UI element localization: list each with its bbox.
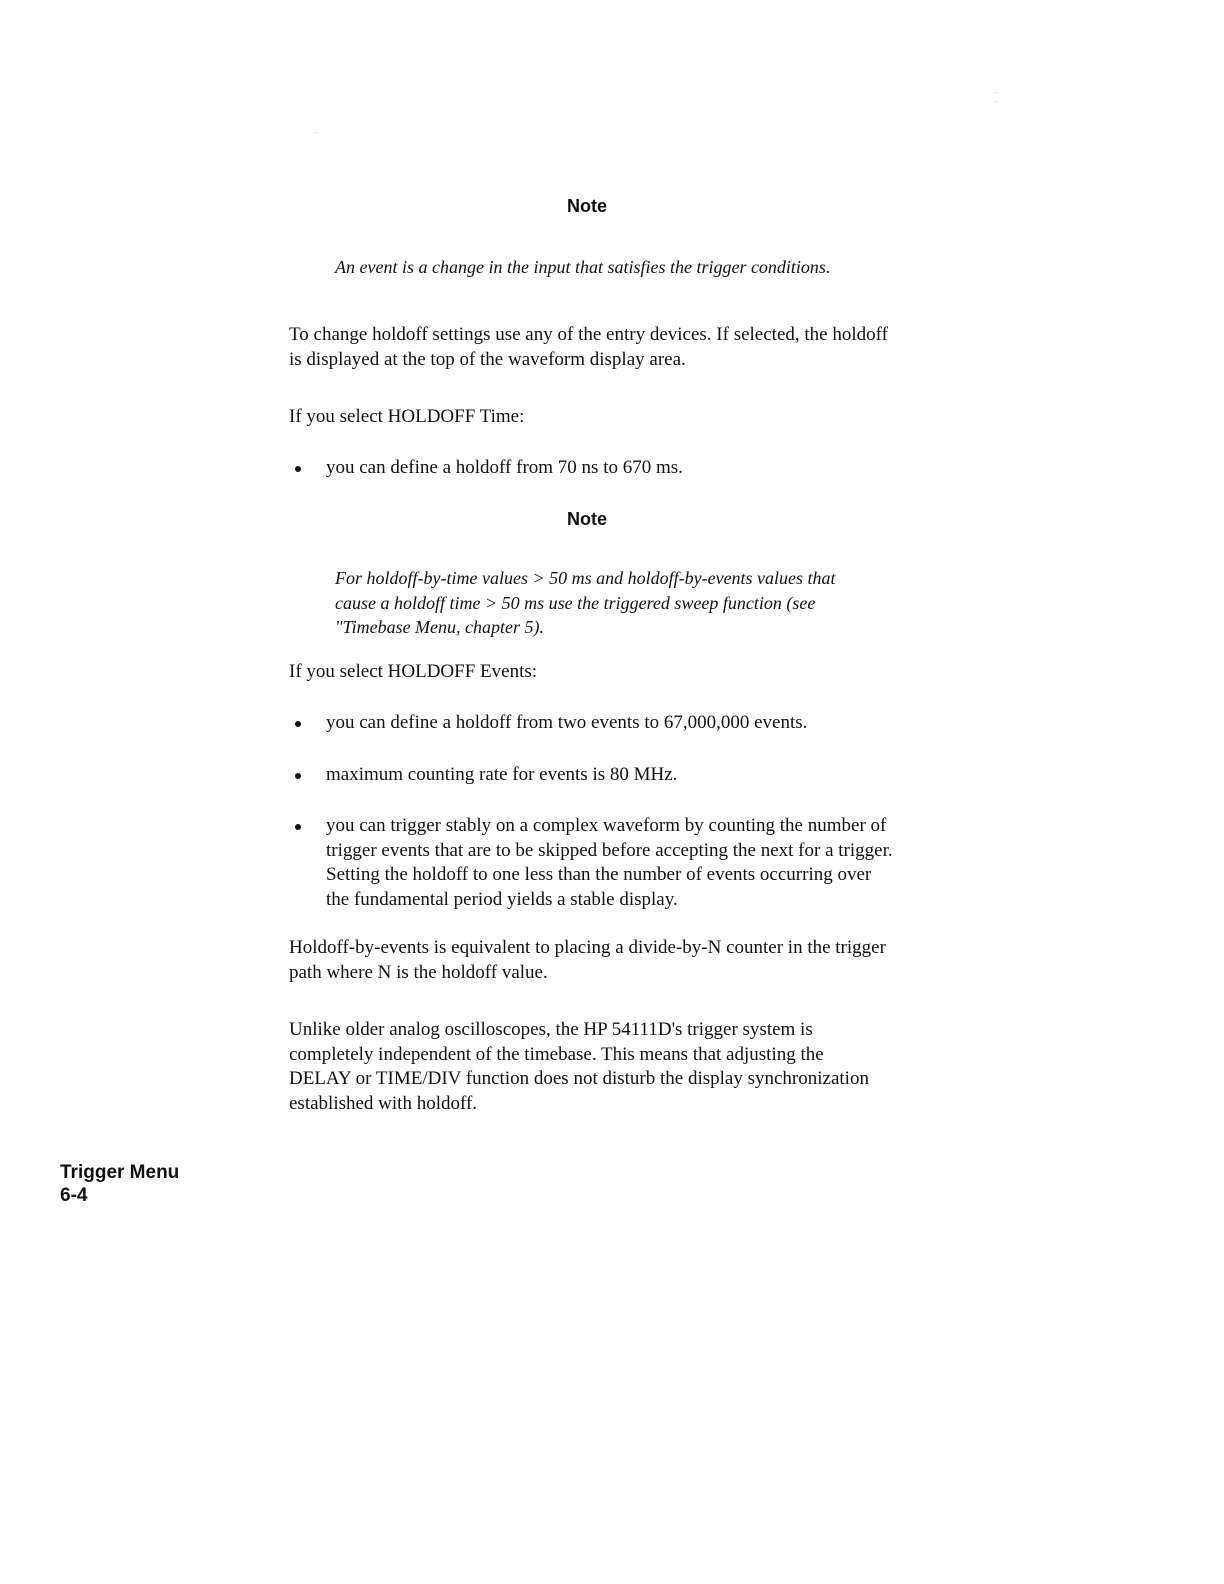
paragraph-holdoff-time: If you select HOLDOFF Time: [289,406,525,427]
note-heading: Note [567,509,607,529]
footer-section-title: Trigger Menu [60,1162,180,1183]
paragraph-change-holdoff: To change holdoff settings use any of the entry devices. If selected, the holdoff is displayed at the top of the waveform display area. [289,324,888,370]
note-heading: Note [567,196,607,216]
scan-speck [315,132,316,133]
note-body: An event is a change in the input that satisfies the trigger conditions. [335,257,831,277]
bullet-icon [295,466,301,472]
bullet-icon [295,721,301,727]
note-body: For holdoff-by-time values > 50 ms and holdoff-by-events values that cause a holdoff time > 50 ms use the triggered sweep function (see "Timebase Menu, chapter 5). [335,568,836,637]
scan-speck [996,101,997,102]
bullet-text: you can trigger stably on a complex waveform by counting the number of trigger events that are to be skipped before accepting the next for a trigger. Setting the holdoff to one less than the number of events occurring over the fundamental period yields a stable display. [326,815,893,910]
footer-page-number: 6-4 [60,1185,88,1206]
bullet-text: you can define a holdoff from two events to 67,000,000 events. [326,712,808,733]
scan-speck [996,92,997,93]
paragraph-divide-by-n: Holdoff-by-events is equivalent to placing a divide-by-N counter in the trigger path where N is the holdoff value. [289,937,886,983]
bullet-text: you can define a holdoff from 70 ns to 670 ms. [326,457,683,478]
bullet-text: maximum counting rate for events is 80 MHz. [326,764,678,785]
paragraph-holdoff-events: If you select HOLDOFF Events: [289,661,538,682]
paragraph-analog-comparison: Unlike older analog oscilloscopes, the HP 54111D's trigger system is completely independent of the timebase. This means that adjusting the DELAY or TIME/DIV function does not disturb the display synchronization established with holdoff. [289,1019,869,1114]
bullet-icon [295,773,301,779]
bullet-icon [295,824,301,830]
